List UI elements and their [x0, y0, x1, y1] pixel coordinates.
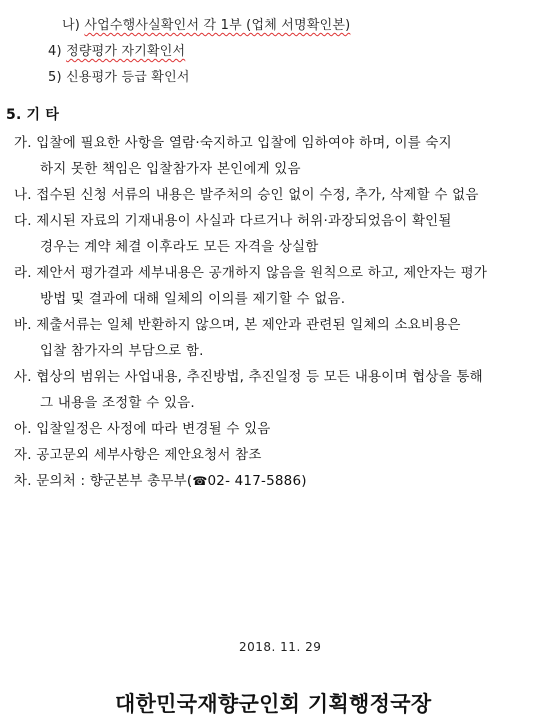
item-marker: 자.: [14, 447, 32, 463]
item-text: 신용평가 등급 확인서: [66, 70, 190, 85]
list-item: [48, 40, 185, 59]
list-item: [14, 261, 487, 281]
list-item-continuation: [40, 235, 319, 255]
contact-phone: 02- 417-5886): [207, 473, 307, 489]
list-item: [14, 417, 271, 437]
item-line: 그 내용을 조정할 수 있음.: [40, 395, 195, 411]
item-line: 협상의 범위는 사업내용, 추진방법, 추진일정 등 모든 내용이며 협상을 통해: [36, 369, 483, 385]
list-item: [14, 183, 479, 203]
item-marker: 사.: [14, 369, 32, 385]
section-heading: [6, 104, 59, 124]
item-line: 입찰에 필요한 사항을 열람·숙지하고 입찰에 임하여야 하며, 이를 숙지: [36, 135, 452, 151]
item-marker: 아.: [14, 421, 32, 437]
list-item-continuation: [40, 391, 195, 411]
list-item-continuation: [40, 339, 204, 359]
list-item: [14, 209, 452, 229]
item-marker: 나.: [14, 187, 32, 203]
item-line: 입찰일정은 사정에 따라 변경될 수 있음: [36, 421, 271, 437]
item-line: 하지 못한 책임은 입찰참가자 본인에게 있음: [40, 161, 301, 177]
item-prefix: 5): [48, 70, 62, 85]
item-marker: 다.: [14, 213, 32, 229]
item-line: 공고문외 세부사항은 제안요청서 참조: [36, 447, 262, 463]
item-line: 제안서 평가결과 세부내용은 공개하지 않음을 원칙으로 하고, 제안자는 평가: [36, 265, 488, 281]
organization-name: 대한민국재향군인회 기획행정국장: [115, 692, 432, 716]
list-item: [62, 14, 350, 33]
item-line: 문의처 : 향군본부 총무부(: [36, 473, 193, 489]
item-marker: 차.: [14, 473, 32, 489]
item-text: 사업수행사실확인서 각 1부 (업체 서명확인본): [84, 18, 351, 33]
item-line: 입찰 참가자의 부담으로 함.: [40, 343, 204, 359]
list-item: [14, 443, 262, 463]
section-number: 5.: [6, 107, 22, 123]
item-prefix: 나): [62, 18, 81, 33]
list-item: [14, 469, 307, 489]
list-item: [48, 66, 190, 85]
item-line: 접수된 신청 서류의 내용은 발주처의 승인 없이 수정, 추가, 삭제할 수 없음: [36, 187, 479, 203]
list-item-continuation: [40, 287, 345, 307]
list-item: [14, 313, 461, 333]
item-prefix: 4): [48, 44, 62, 59]
item-line: 제출서류는 일체 반환하지 않으며, 본 제안과 관련된 일체의 소요비용은: [36, 317, 461, 333]
item-line: 경우는 계약 체결 이후라도 모든 자격을 상실함: [40, 239, 319, 255]
document-date: 2018. 11. 29: [239, 640, 322, 654]
section-title: 기 타: [26, 107, 60, 123]
item-marker: 가.: [14, 135, 32, 151]
phone-icon: ☎: [192, 474, 208, 488]
list-item: [14, 131, 452, 151]
item-marker: 라.: [14, 265, 32, 281]
list-item: [14, 365, 483, 385]
item-text: 정량평가 자기확인서: [66, 44, 186, 59]
item-line: 제시된 자료의 기재내용이 사실과 다르거나 허위·과장되었음이 확인될: [36, 213, 452, 229]
item-line: 방법 및 결과에 대해 일체의 이의를 제기할 수 없음.: [40, 291, 346, 307]
list-item-continuation: [40, 157, 301, 177]
item-marker: 바.: [14, 317, 32, 333]
